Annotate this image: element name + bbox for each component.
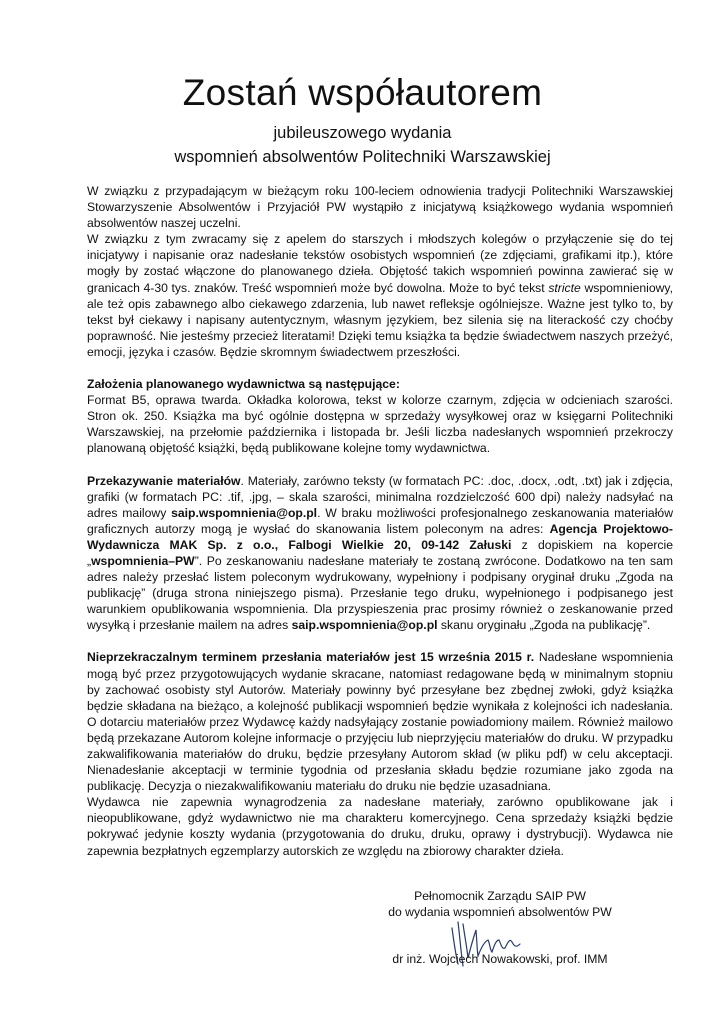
materials-submission-paragraph: Przekazywanie materiałów. Materiały, zarówno teksty (w formatach PC: .doc, .docx, .odt, .txt) jak i zdjęcia, grafiki (w formatach PC: .tif, .jpg, – skala szarości, minimalna rozdzielczość 600 dpi) należy nadsyłać na adres mailowy saip.wspomnienia@op.pl. W braku możliwości profesjonalnego zeskanowania materiałów graficznych autorzy mogą je wysłać do skanowania listem poleconym na adres: Agencja Projektowo-Wydawnicza MAK Sp. z o.o., Falbogi Wielkie 20, 09-142 Załuski z dopiskiem na kopercie „wspomnienia–PW”. Po zeskanowaniu nadesłane materiały te zostaną zwrócone. Dodatkowo na ten sam adres należy przesłać listem poleconym wydrukowany, wypełniony i podpisany oryginał druku „Zgoda na publikację” (druga strona niniejszego pisma). Przesłanie tego druku, wypełnionego i podpisanego jest warunkiem opublikowania wspomnienia. Dla przyspieszenia prac prosimy również o zeskanowanie przed wysyłką i przesłanie mailem na adres saip.wspomnienia@op.pl skanu oryginału „Zgoda na publikację”.	[87, 473, 674, 633]
stricte-emphasis: stricte	[548, 280, 581, 295]
postal-address: Agencja Projektowo-Wydawnicza MAK Sp. z o.o., Falbogi Wielkie 20, 09-142 Załuski	[87, 521, 673, 552]
intro-paragraph: W związku z przypadającym w bieżącym roku 100-leciem odnowienia tradycji Politechniki Warszawskiej Stowarzyszenie Absolwentów i Przyjaciół PW wystąpiło z inicjatywą książkowego wydania wspomnień absolwentów naszej uczelni.	[87, 184, 673, 231]
publication-assumptions-heading: Założenia planowanego wydawnictwa są następujące:	[87, 377, 400, 392]
document-body	[87, 183, 673, 859]
signatory-name: dr inż. Wojciech Nowakowski, prof. IMM	[392, 952, 608, 966]
signatory-title: Pełnomocnik Zarządu SAIP PW	[414, 889, 586, 903]
materials-heading: Przekazywanie materiałów	[87, 473, 241, 488]
compensation-paragraph: Wydawca nie zapewnia wynagrodzenia za nadesłane materiały, zarówno opublikowane jak i nieopublikowane, gdyż wydawnictwo nie ma charakteru komercyjnego. Cena sprzedaży książki będzie pokrywać jedynie koszty wydania (przygotowania do druku, druku, oprawy i dystrybucji). Wydawca nie zapewnia bezpłatnych egzemplarzy autorskich ze względu na zbiorowy charakter dzieła.	[87, 795, 673, 858]
deadline-paragraph: Nieprzekraczalnym terminem przesłania materiałów jest 15 września 2015 r. Nadesłane wspomnienia mogą być przez przygotowujących wydanie skracane, natomiast redagowane będą w minimalnym stopniu by zachować osobisty styl Autorów. Materiały powinny być przesyłane bez zbędnej zwłoki, gdyż książka będzie składana na bieżąco, a kolejność publikacji wspomnień będzie wynikała z kolejności ich nadesłania. O dotarciu materiałów przez Wydawcę każdy nadsyłający zostanie powiadomiony mailem. Również mailowo będą przekazane Autorom kolejne informacje o przyjęciu lub nieprzyjęciu materiałów do druku. W przypadku zakwalifikowania materiałów do druku, będzie przesyłany Autorom skład (w pliku pdf) w celu akceptacji. Nienadesłanie akceptacji w terminie tygodnia od przesłania składu będzie rozumiane jako zgoda na publikację. Decyzja o niezakwalifikowaniu materiału do druku nie będzie uzasadniana.	[87, 650, 673, 794]
appeal-paragraph: W związku z tym zwracamy się z apelem do starszych i młodszych kolegów o przyłączenie się do tej inicjatywy i napisanie oraz nadesłanie tekstów osobistych wspomnień (ze zdjęciami, grafikami itp.), które mogły by zostać włączone do planowanego dzieła. Objętość takich wspomnień powinna zawierać się w granicach 4-30 tys. znaków. Treść wspomnień może być dowolna. Może to być tekst stricte wspomnieniowy, ale też opis zabawnego albo ciekawego zdarzenia, lub nawet refleksje ogólniejsze. Ważne jest tylko to, by tekst był ciekawy i napisany autentycznym, własnym językiem, bez silenia się na literackość czy choćby poprawność. Nie jesteśmy przecież literatami! Dzięki temu książka ta będzie świadectwem naszych przeżyć, emocji, języka i czasów. Będzie skromnym świadectwem przeszłości.	[87, 232, 673, 359]
email-address-2[interactable]: saip.wspomnienia@op.pl	[291, 618, 438, 633]
envelope-marker: wspomnienia–PW	[91, 553, 195, 568]
email-address[interactable]: saip.wspomnienia@op.pl	[171, 505, 318, 520]
subtitle-line-1: jubileuszowego wydania	[273, 124, 452, 142]
document-title: Zostań współautorem	[182, 72, 543, 113]
signatory-role: do wydania wspomnień absolwentów PW	[388, 905, 612, 919]
subtitle-line-2: wspomnień absolwentów Politechniki Warszawskiej	[174, 148, 551, 166]
deadline-heading: Nieprzekraczalnym terminem przesłania materiałów jest 15 września 2015 r.	[87, 650, 535, 665]
publication-assumptions-text: Format B5, oprawa twarda. Okładka kolorowa, tekst w kolorze czarnym, zdjęcia w odcieniach szarości. Stron ok. 250. Książka ma być ogólnie dostępna w sprzedaży wysyłkowej oraz w księgarni Politechniki Warszawskiej, na przełomie października i listopada br. Jeśli liczba nadesłanych wspomnień przekroczy planowaną objętość książki, będą publikowane kolejne tomy wydawnictwa.	[87, 393, 673, 456]
